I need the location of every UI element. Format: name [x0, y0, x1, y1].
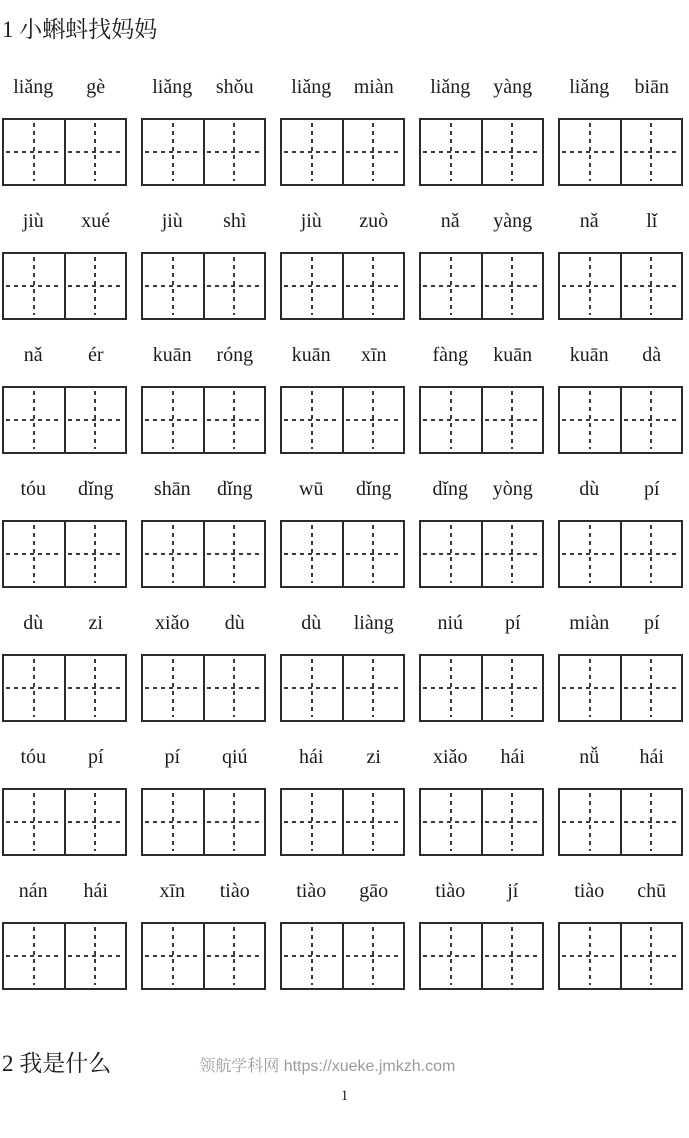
pinyin-syllable: pí: [643, 612, 660, 634]
tianzige-box: [4, 522, 64, 586]
pinyin-label: [141, 608, 266, 638]
pinyin-syllable: tiào: [574, 880, 605, 902]
pinyin-syllable: dà: [642, 344, 662, 366]
tianzige-box: [203, 790, 265, 854]
pinyin-label: [280, 876, 405, 906]
pinyin-label: [558, 206, 683, 236]
word-row: [2, 340, 689, 454]
pinyin-syllable: tóu: [20, 478, 47, 500]
tianzige-box: [560, 388, 620, 452]
tianzige-box: [620, 924, 682, 988]
pinyin-label: [419, 876, 544, 906]
tianzige-box: [421, 120, 481, 184]
pinyin-syllable: jiù: [161, 210, 183, 232]
word-group: [2, 742, 127, 856]
pinyin-syllable: fàng: [432, 344, 469, 366]
pinyin-syllable: kuān: [569, 344, 609, 366]
writing-grid-pair: [280, 386, 405, 454]
pinyin-syllable: niú: [437, 612, 464, 634]
pinyin-syllable: xiǎo: [433, 746, 468, 768]
pinyin-syllable: nǚ: [579, 746, 600, 768]
pinyin-syllable: dǐng: [77, 478, 114, 500]
pinyin-syllable: nǎ: [579, 210, 599, 232]
pinyin-label: [419, 72, 544, 102]
word-group: [280, 72, 405, 186]
writing-grid-pair: [141, 654, 266, 722]
pinyin-syllable: liǎng: [430, 76, 471, 98]
tianzige-box: [560, 924, 620, 988]
tianzige-box: [342, 388, 404, 452]
writing-grid-pair: [558, 922, 683, 990]
pinyin-syllable: zuò: [359, 210, 389, 232]
worksheet-page: [0, 16, 689, 1138]
pinyin-syllable: xiǎo: [155, 612, 190, 634]
word-group: [558, 206, 683, 320]
tianzige-box: [560, 522, 620, 586]
pinyin-label: [280, 206, 405, 236]
pinyin-syllable: yàng: [493, 210, 533, 232]
tianzige-box: [143, 522, 203, 586]
writing-grid-pair: [419, 922, 544, 990]
tianzige-box: [282, 254, 342, 318]
tianzige-box: [64, 388, 126, 452]
tianzige-box: [620, 522, 682, 586]
tianzige-box: [620, 790, 682, 854]
tianzige-box: [282, 924, 342, 988]
writing-grid-pair: [2, 386, 127, 454]
pinyin-label: [280, 474, 405, 504]
word-group: [280, 608, 405, 722]
writing-grid-pair: [419, 118, 544, 186]
tianzige-box: [421, 790, 481, 854]
writing-grid-pair: [419, 252, 544, 320]
writing-grid-pair: [280, 788, 405, 856]
writing-grid-pair: [141, 252, 266, 320]
writing-grid-pair: [419, 788, 544, 856]
word-group: [558, 876, 683, 990]
pinyin-syllable: zi: [88, 612, 103, 634]
word-group: [419, 340, 544, 454]
pinyin-syllable: liǎng: [13, 76, 54, 98]
pinyin-syllable: xué: [81, 210, 111, 232]
pinyin-syllable: jiù: [300, 210, 322, 232]
word-group: [558, 608, 683, 722]
word-group: [2, 474, 127, 588]
tianzige-box: [143, 388, 203, 452]
writing-grid-pair: [558, 654, 683, 722]
pinyin-syllable: yòng: [492, 478, 533, 500]
tianzige-box: [282, 522, 342, 586]
pinyin-syllable: pí: [504, 612, 521, 634]
word-group: [558, 340, 683, 454]
tianzige-box: [64, 120, 126, 184]
tianzige-box: [203, 388, 265, 452]
tianzige-box: [421, 924, 481, 988]
tianzige-box: [481, 522, 543, 586]
pinyin-syllable: dù: [224, 612, 245, 634]
word-group: [280, 742, 405, 856]
word-row: [2, 474, 689, 588]
pinyin-label: [419, 340, 544, 370]
footer-line: [2, 1050, 689, 1078]
tianzige-box: [342, 522, 404, 586]
pinyin-syllable: wū: [299, 478, 324, 500]
lesson-1-title: 1 小蝌蚪找妈妈: [2, 17, 158, 42]
tianzige-box: [421, 656, 481, 720]
pinyin-label: [141, 340, 266, 370]
tianzige-box: [64, 924, 126, 988]
word-row: [2, 742, 689, 856]
word-group: [2, 72, 127, 186]
tianzige-box: [342, 924, 404, 988]
pinyin-label: [280, 742, 405, 772]
tianzige-box: [4, 254, 64, 318]
pinyin-syllable: chū: [637, 880, 667, 902]
tianzige-box: [560, 790, 620, 854]
writing-grid-pair: [2, 252, 127, 320]
pinyin-label: [558, 474, 683, 504]
pinyin-syllable: kuān: [493, 344, 533, 366]
tianzige-box: [203, 254, 265, 318]
pinyin-label: [141, 474, 266, 504]
pinyin-syllable: liǎng: [569, 76, 610, 98]
pinyin-syllable: shān: [153, 478, 191, 500]
pinyin-syllable: dǐng: [432, 478, 469, 500]
writing-grid-pair: [558, 788, 683, 856]
writing-grid-pair: [141, 922, 266, 990]
pinyin-syllable: liǎng: [291, 76, 332, 98]
pinyin-syllable: pí: [643, 478, 660, 500]
tianzige-box: [4, 924, 64, 988]
pinyin-syllable: hái: [83, 880, 108, 902]
pinyin-syllable: róng: [216, 344, 254, 366]
pinyin-syllable: dù: [23, 612, 44, 634]
pinyin-label: [2, 742, 127, 772]
writing-grid-pair: [2, 118, 127, 186]
pinyin-syllable: shǒu: [215, 76, 254, 98]
tianzige-box: [481, 924, 543, 988]
tianzige-box: [481, 656, 543, 720]
word-group: [141, 72, 266, 186]
pinyin-syllable: dǐng: [216, 478, 253, 500]
pinyin-syllable: tóu: [20, 746, 47, 768]
pinyin-syllable: shì: [223, 210, 247, 232]
pinyin-syllable: hái: [500, 746, 525, 768]
pinyin-label: [558, 742, 683, 772]
tianzige-box: [4, 656, 64, 720]
word-group: [141, 340, 266, 454]
pinyin-syllable: miàn: [569, 612, 610, 634]
pinyin-label: [558, 608, 683, 638]
writing-grid-pair: [419, 386, 544, 454]
pinyin-syllable: hái: [299, 746, 324, 768]
writing-grid-pair: [141, 520, 266, 588]
writing-grid-pair: [141, 788, 266, 856]
word-group: [280, 340, 405, 454]
pinyin-label: [558, 876, 683, 906]
tianzige-box: [203, 656, 265, 720]
writing-grid-pair: [2, 922, 127, 990]
pinyin-label: [2, 876, 127, 906]
pinyin-label: [2, 474, 127, 504]
writing-grid-pair: [141, 386, 266, 454]
tianzige-box: [4, 790, 64, 854]
writing-grid-pair: [558, 386, 683, 454]
writing-grid-pair: [280, 520, 405, 588]
pinyin-label: [419, 742, 544, 772]
pinyin-syllable: qiú: [221, 746, 248, 768]
tianzige-box: [4, 388, 64, 452]
tianzige-box: [143, 790, 203, 854]
pinyin-syllable: jiù: [22, 210, 44, 232]
pinyin-label: [280, 608, 405, 638]
word-group: [558, 742, 683, 856]
tianzige-box: [560, 120, 620, 184]
word-group: [141, 742, 266, 856]
writing-grid-pair: [558, 118, 683, 186]
tianzige-box: [282, 656, 342, 720]
pinyin-syllable: pí: [87, 746, 104, 768]
pinyin-label: [419, 206, 544, 236]
pinyin-writing-rows: [2, 72, 689, 990]
pinyin-syllable: biān: [634, 76, 669, 98]
tianzige-box: [481, 254, 543, 318]
tianzige-box: [481, 790, 543, 854]
word-group: [141, 474, 266, 588]
tianzige-box: [64, 656, 126, 720]
writing-grid-pair: [558, 520, 683, 588]
word-group: [280, 474, 405, 588]
tianzige-box: [421, 254, 481, 318]
tianzige-box: [143, 254, 203, 318]
tianzige-box: [620, 656, 682, 720]
tianzige-box: [481, 120, 543, 184]
pinyin-label: [419, 608, 544, 638]
pinyin-syllable: kuān: [152, 344, 192, 366]
tianzige-box: [282, 120, 342, 184]
word-group: [2, 340, 127, 454]
pinyin-syllable: nǎ: [440, 210, 460, 232]
word-row: [2, 876, 689, 990]
pinyin-label: [2, 72, 127, 102]
pinyin-syllable: dù: [579, 478, 600, 500]
page-number: 1: [340, 1088, 349, 1104]
pinyin-syllable: tiào: [435, 880, 466, 902]
pinyin-label: [558, 340, 683, 370]
pinyin-label: [141, 72, 266, 102]
pinyin-syllable: yàng: [493, 76, 533, 98]
pinyin-label: [141, 206, 266, 236]
tianzige-box: [203, 924, 265, 988]
word-group: [141, 608, 266, 722]
pinyin-syllable: tiào: [219, 880, 250, 902]
word-group: [2, 206, 127, 320]
pinyin-syllable: xīn: [360, 344, 387, 366]
tianzige-box: [342, 790, 404, 854]
pinyin-label: [2, 608, 127, 638]
pinyin-label: [280, 72, 405, 102]
pinyin-syllable: zi: [366, 746, 381, 768]
pinyin-syllable: dù: [301, 612, 322, 634]
pinyin-syllable: jí: [507, 880, 519, 902]
word-group: [419, 608, 544, 722]
writing-grid-pair: [280, 252, 405, 320]
lesson-2-title: 2 我是什么: [2, 1051, 112, 1076]
tianzige-box: [421, 522, 481, 586]
pinyin-syllable: dǐng: [355, 478, 392, 500]
pinyin-label: [280, 340, 405, 370]
pinyin-syllable: pí: [164, 746, 181, 768]
writing-grid-pair: [280, 922, 405, 990]
tianzige-box: [64, 254, 126, 318]
writing-grid-pair: [419, 520, 544, 588]
word-row: [2, 206, 689, 320]
tianzige-box: [620, 254, 682, 318]
word-group: [419, 474, 544, 588]
pinyin-label: [2, 206, 127, 236]
pinyin-syllable: miàn: [353, 76, 394, 98]
pinyin-syllable: kuān: [291, 344, 331, 366]
word-group: [141, 876, 266, 990]
tianzige-box: [64, 522, 126, 586]
word-row: [2, 72, 689, 186]
writing-grid-pair: [280, 654, 405, 722]
pinyin-label: [2, 340, 127, 370]
tianzige-box: [481, 388, 543, 452]
word-group: [419, 876, 544, 990]
word-group: [419, 72, 544, 186]
pinyin-label: [141, 742, 266, 772]
tianzige-box: [342, 656, 404, 720]
word-group: [2, 608, 127, 722]
tianzige-box: [143, 924, 203, 988]
pinyin-syllable: gè: [86, 76, 106, 98]
writing-grid-pair: [558, 252, 683, 320]
pinyin-syllable: gāo: [359, 880, 389, 902]
tianzige-box: [282, 790, 342, 854]
tianzige-box: [64, 790, 126, 854]
word-group: [280, 876, 405, 990]
pinyin-syllable: nán: [18, 880, 48, 902]
writing-grid-pair: [2, 654, 127, 722]
tianzige-box: [143, 120, 203, 184]
pinyin-syllable: lǐ: [646, 210, 658, 232]
word-group: [558, 474, 683, 588]
tianzige-box: [4, 120, 64, 184]
pinyin-syllable: liǎng: [152, 76, 193, 98]
pinyin-syllable: xīn: [159, 880, 186, 902]
tianzige-box: [342, 254, 404, 318]
word-group: [141, 206, 266, 320]
tianzige-box: [203, 522, 265, 586]
tianzige-box: [203, 120, 265, 184]
tianzige-box: [620, 388, 682, 452]
tianzige-box: [560, 656, 620, 720]
tianzige-box: [143, 656, 203, 720]
tianzige-box: [282, 388, 342, 452]
writing-grid-pair: [280, 118, 405, 186]
word-group: [419, 742, 544, 856]
pinyin-syllable: tiào: [296, 880, 327, 902]
pinyin-syllable: nǎ: [23, 344, 43, 366]
pinyin-syllable: ér: [87, 344, 104, 366]
writing-grid-pair: [141, 118, 266, 186]
word-row: [2, 608, 689, 722]
tianzige-box: [560, 254, 620, 318]
pinyin-syllable: hái: [639, 746, 664, 768]
pinyin-label: [141, 876, 266, 906]
pinyin-label: [419, 474, 544, 504]
word-group: [419, 206, 544, 320]
word-group: [558, 72, 683, 186]
pinyin-syllable: liàng: [353, 612, 394, 634]
writing-grid-pair: [419, 654, 544, 722]
word-group: [280, 206, 405, 320]
tianzige-box: [421, 388, 481, 452]
tianzige-box: [342, 120, 404, 184]
writing-grid-pair: [2, 520, 127, 588]
writing-grid-pair: [2, 788, 127, 856]
pinyin-label: [558, 72, 683, 102]
tianzige-box: [620, 120, 682, 184]
word-group: [2, 876, 127, 990]
watermark-text: 领航学科网 https://xueke.jmkzh.com: [199, 1057, 456, 1075]
